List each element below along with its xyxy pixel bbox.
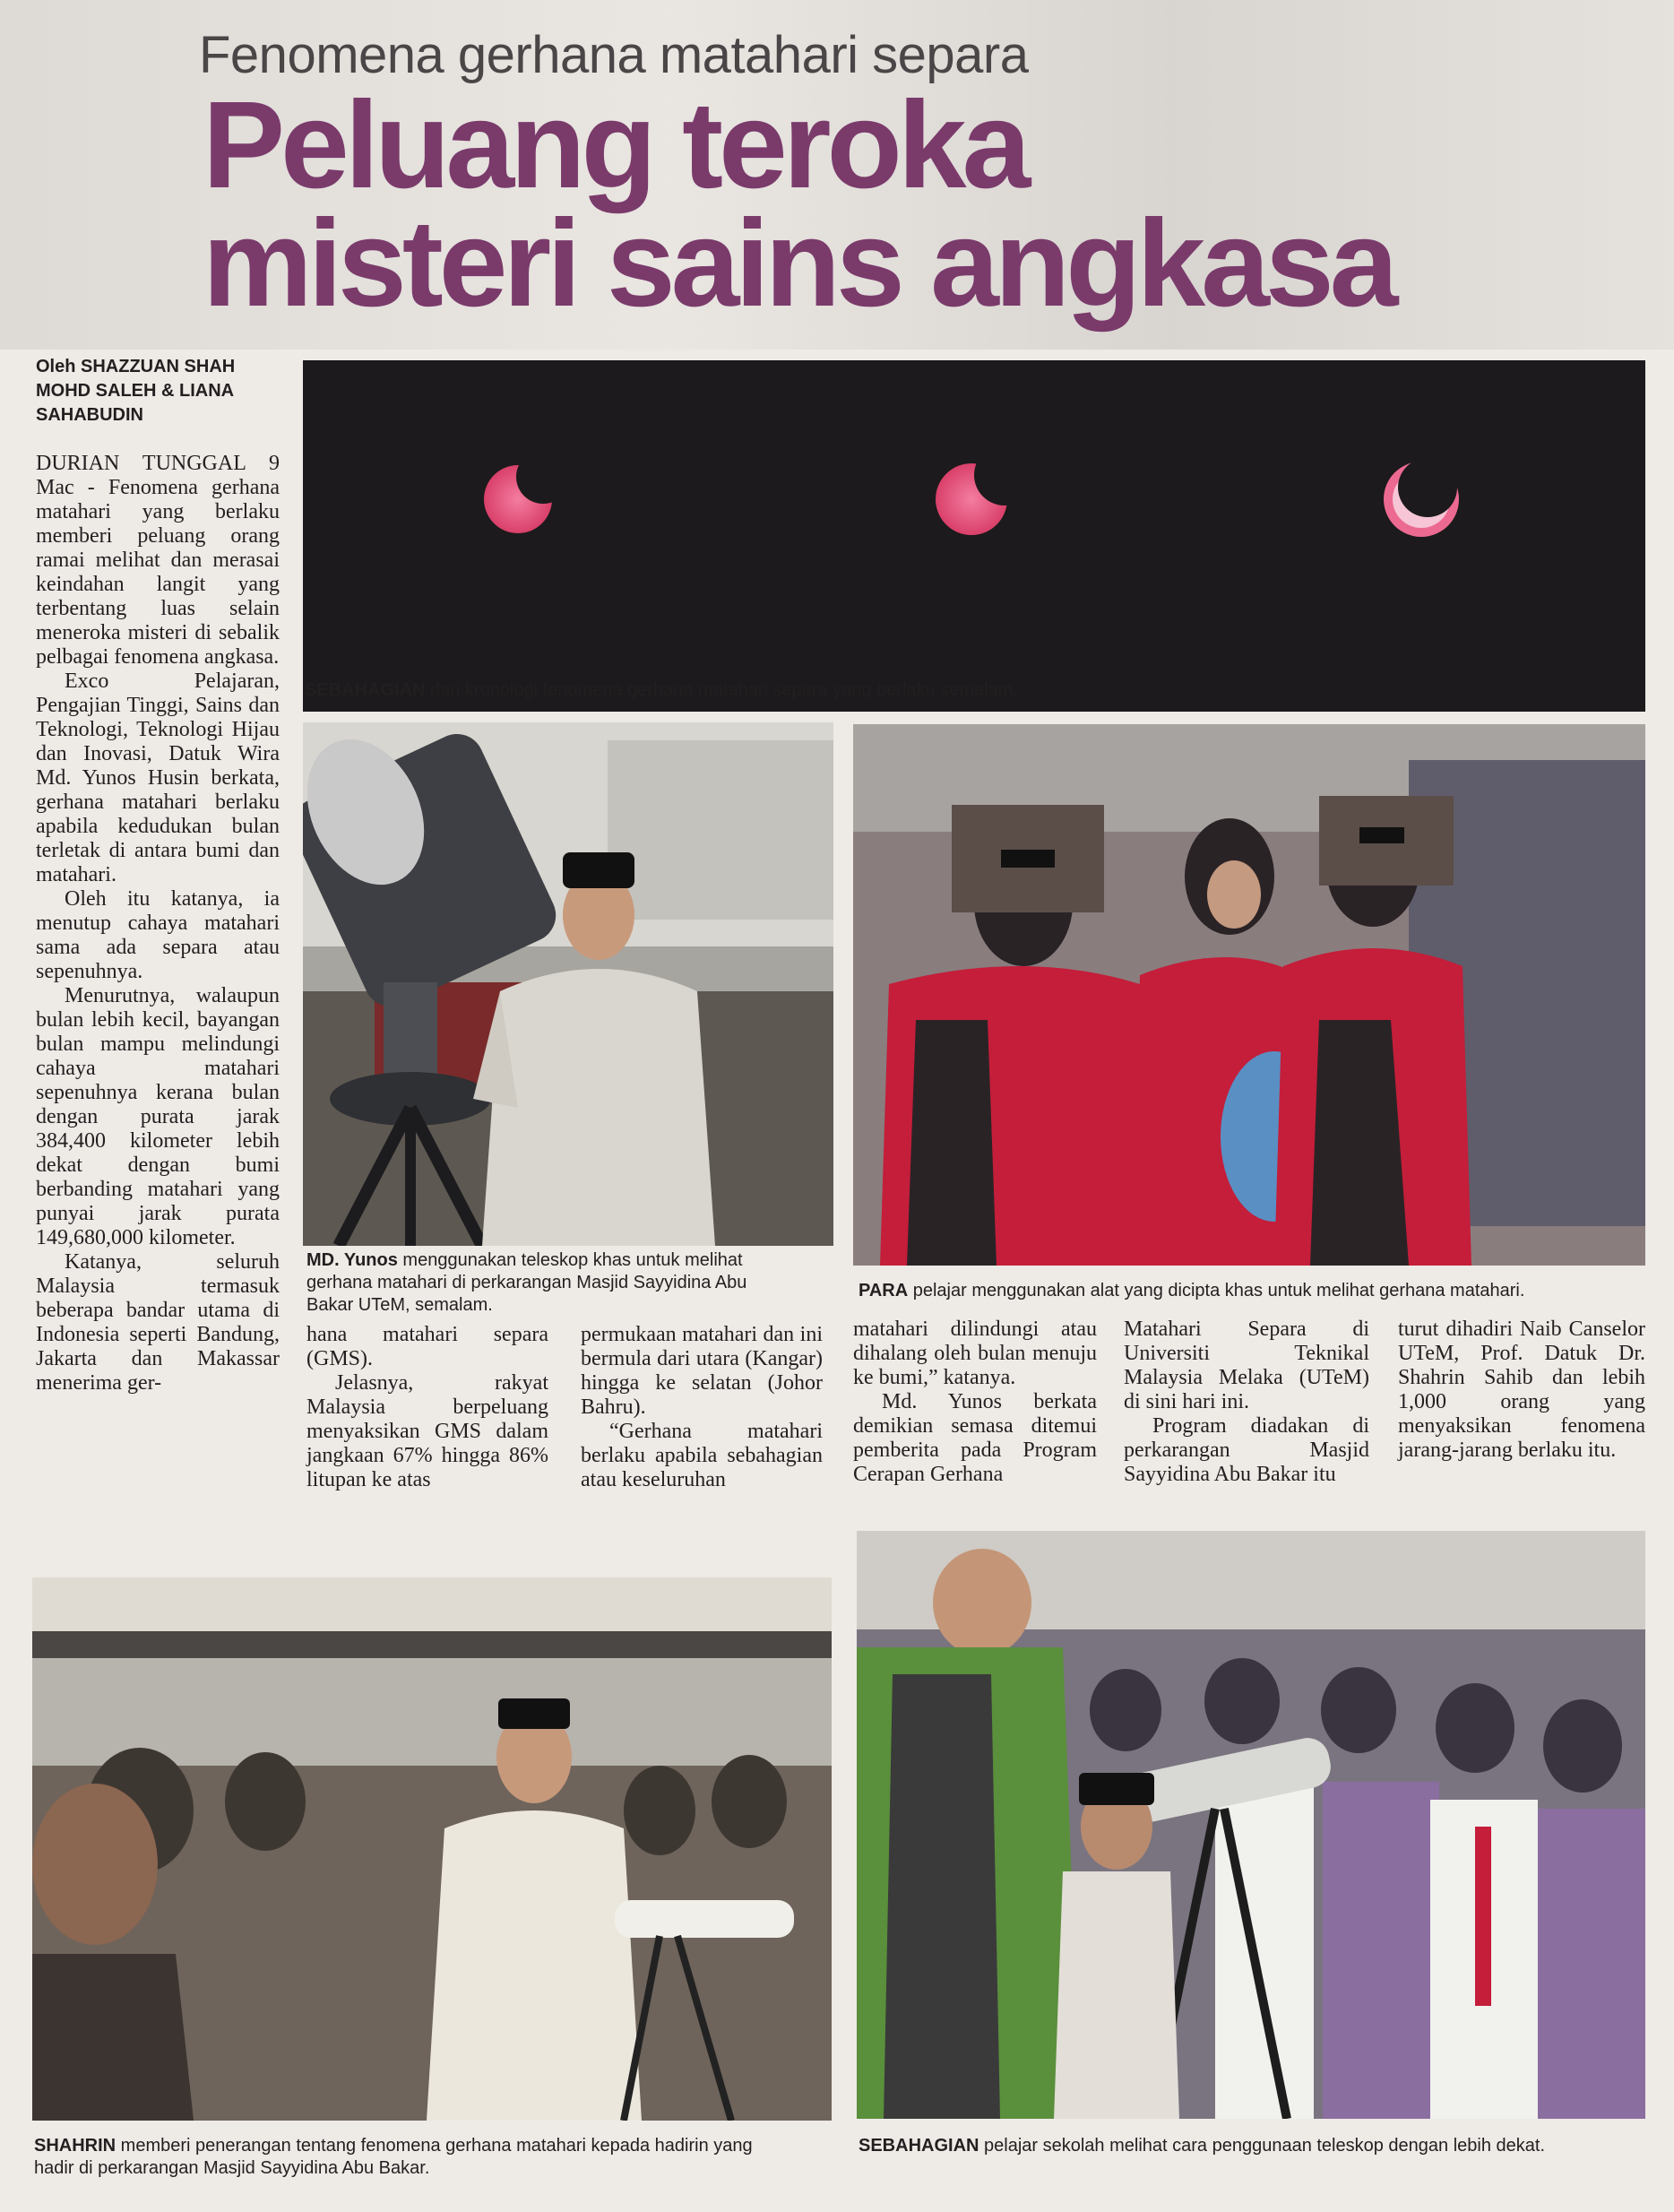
eclipse-caption-lead: SEBAHAGIAN xyxy=(305,680,426,700)
dateline: DURIAN TUNGGAL 9 Mac xyxy=(36,452,280,499)
telescope-photo xyxy=(303,722,833,1246)
col4-paragraph-1: matahari dilindungi atau dihalang oleh bulan menuju ke bumi,” katanya. xyxy=(853,1318,1097,1389)
headline-line-2: misteri sains angkasa xyxy=(203,194,1394,333)
col1-paragraph-5: Katanya, seluruh Malaysia termasuk beberapa bandar utama di Indonesia seperti Bandung, Jakarta dan Makassar menerima ger- xyxy=(36,1250,280,1395)
byline-line-1: Oleh SHAZZUAN SHAH xyxy=(36,357,236,376)
col2-paragraph-1: hana matahari separa (GMS). xyxy=(306,1323,548,1370)
body-column-1 xyxy=(36,452,280,1395)
eclipse-caption xyxy=(305,679,1604,702)
col5-paragraph-1: Matahari Separa di Universiti Teknikal Malaysia Melaka (UTeM) di sini hari ini. xyxy=(1124,1318,1369,1413)
shahrin-caption-lead: SHAHRIN xyxy=(34,2136,116,2156)
body-column-4 xyxy=(853,1318,1097,1487)
school-caption xyxy=(859,2135,1611,2157)
byline-line-3: SAHABUDIN xyxy=(36,405,143,425)
telescope-caption-lead: MD. Yunos xyxy=(306,1250,398,1270)
col1-paragraph-3: Oleh itu katanya, ia menutup cahaya matahari sama ada separa atau sepenuhnya. xyxy=(36,887,280,983)
col3-paragraph-2: “Gerhana matahari berlaku apabila sebahagian atau keseluruhan xyxy=(581,1420,823,1491)
col2-paragraph-2: Jelasnya, rakyat Malaysia berpeluang menyaksikan GMS dalam jangkaan 67% hingga 86% litupan ke atas xyxy=(306,1371,548,1491)
col1-paragraph-4: Menurutnya, walaupun bulan lebih kecil, bayangan bulan mampu melindungi cahaya matahari sepenuhnya kerana bulan dengan purata jarak 384,400 kilometer lebih dekat dengan bumi berbanding matahari yang punyai jarak purata 149,680,000 kilometer. xyxy=(36,984,280,1249)
eclipse-sequence-photo xyxy=(303,360,1645,712)
shahrin-briefing-photo xyxy=(32,1577,832,2121)
body-column-2 xyxy=(306,1323,548,1492)
telescope-photo-graphic xyxy=(303,722,833,1246)
col6-paragraph-1: turut dihadiri Naib Canselor UTeM, Prof. Datuk Dr. Shahrin Sahib dan lebih 1,000 orang yang menyaksikan fenomena jarang-jarang berlaku itu. xyxy=(1398,1318,1645,1462)
students-photo-graphic xyxy=(853,724,1645,1266)
col1-paragraph-1 xyxy=(36,452,280,670)
telescope-caption-text: menggunakan teleskop khas untuk melihat gerhana matahari di perkarangan Masjid Sayyidina Abu Bakar UTeM, semalam. xyxy=(306,1250,747,1315)
article-kicker: Fenomena gerhana matahari separa xyxy=(199,26,1029,84)
body-column-3 xyxy=(581,1323,823,1492)
students-viewer-photo xyxy=(853,724,1645,1266)
students-caption xyxy=(859,1280,1647,1302)
byline-line-2: MOHD SALEH & LIANA xyxy=(36,381,235,401)
students-caption-text: pelajar menggunakan alat yang dicipta khas untuk melihat gerhana matahari. xyxy=(908,1281,1525,1300)
col1-paragraph-2: Exco Pelajaran, Pengajian Tinggi, Sains dan Teknologi, Teknologi Hijau dan Inovasi, Datuk Wira Md. Yunos Husin berkata, gerhana matahari berlaku apabila kedudukan bulan terletak di antara bumi dan matahari. xyxy=(36,670,280,886)
headline-line-1: Peluang teroka xyxy=(203,76,1027,214)
body-column-5 xyxy=(1124,1318,1369,1487)
eclipse-caption-text: dari kronologi fenomena gerhana matahari separa yang berlaku semalam. xyxy=(425,680,1018,700)
telescope-caption xyxy=(306,1249,790,1317)
school-caption-text: pelajar sekolah melihat cara penggunaan teleskop dengan lebih dekat. xyxy=(979,2136,1546,2156)
byline xyxy=(36,355,296,428)
col1-p1-text: - Fenomena gerhana matahari yang berlaku memberi peluang orang ramai melihat dan merasai keindahan langit yang terbentang luas selain meneroka misteri di sebalik pelbagai fenomena angkasa. xyxy=(36,476,280,669)
students-caption-lead: PARA xyxy=(859,1281,909,1300)
eclipse-sequence-graphic xyxy=(303,360,1645,712)
article-headline xyxy=(203,76,1394,333)
school-students-telescope-photo xyxy=(857,1531,1645,2119)
col4-paragraph-2: Md. Yunos berkata demikian semasa ditemui pemberita pada Program Cerapan Gerhana xyxy=(853,1390,1097,1486)
school-photo-graphic xyxy=(857,1531,1645,2119)
col5-paragraph-2: Program diadakan di perkarangan Masjid Sayyidina Abu Bakar itu xyxy=(1124,1414,1369,1486)
shahrin-photo-graphic xyxy=(32,1577,832,2121)
red-necktie xyxy=(1475,1827,1491,2006)
shahrin-caption-text: memberi penerangan tentang fenomena gerhana matahari kepada hadirin yang hadir di perkarangan Masjid Sayyidina Abu Bakar. xyxy=(34,2136,753,2178)
body-column-6 xyxy=(1398,1318,1645,1463)
col3-paragraph-1: permukaan matahari dan ini bermula dari utara (Kangar) hingga ke selatan (Johor Bahru). xyxy=(581,1323,823,1419)
school-caption-lead: SEBAHAGIAN xyxy=(859,2136,979,2156)
shahrin-caption xyxy=(34,2135,769,2180)
